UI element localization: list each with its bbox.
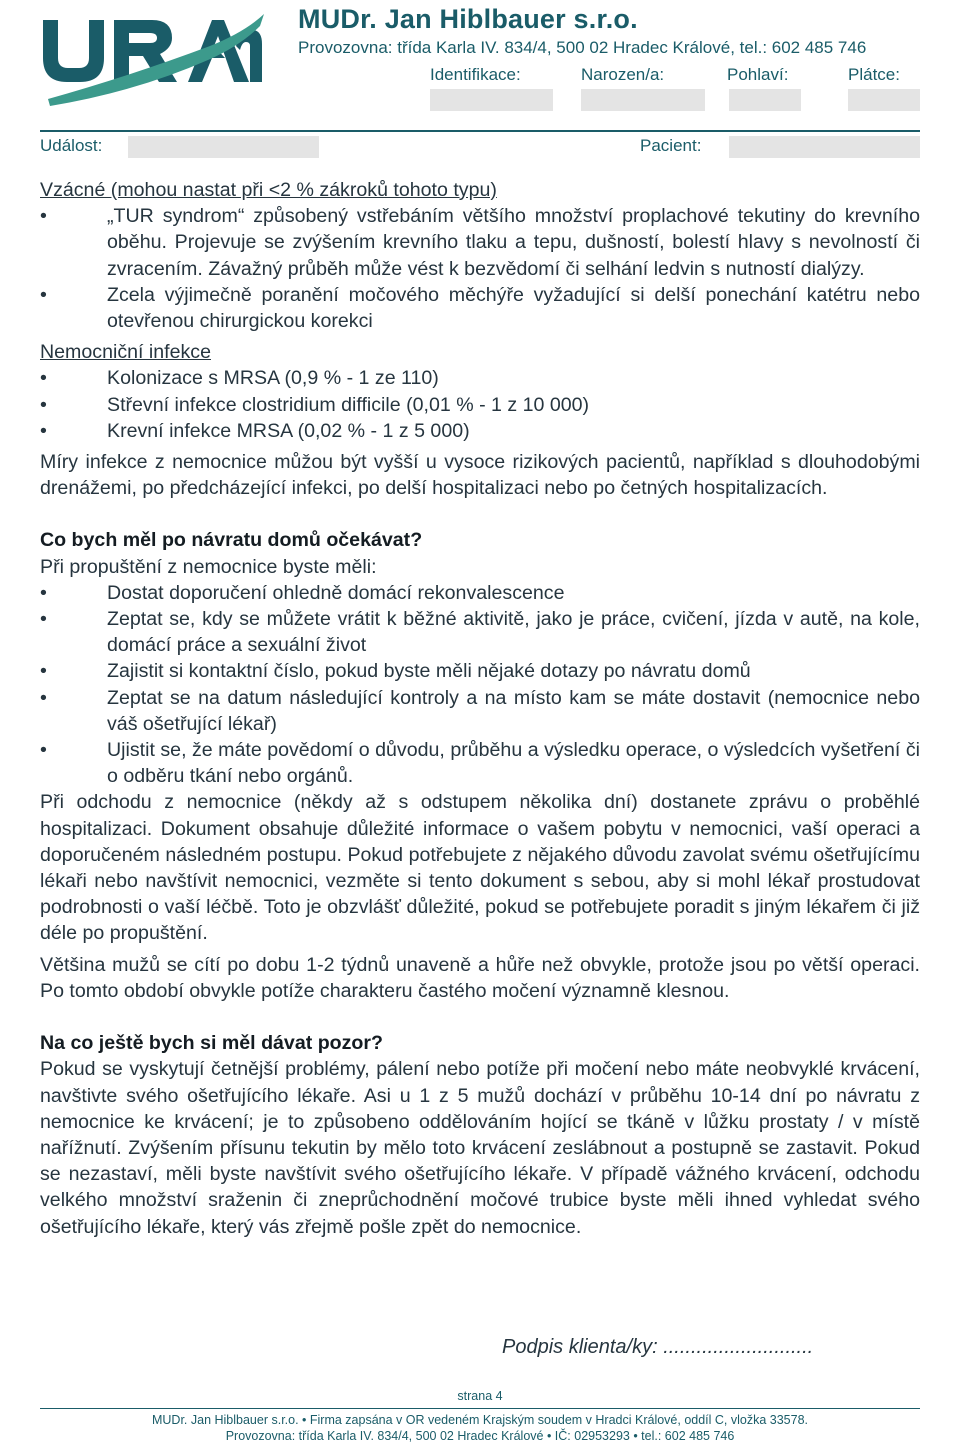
list-item: • „TUR syndrom“ způsobený vstřebáním většího množství proplachové tekutiny do krevního oběhu. Projevuje se zvýšením krevního tlaku a tepu, dušností, bolestí hlavy s nevolností či zvracením. Závažný průběh může vést k bezvědomí či selhání ledvin s nutností dialýzy. — [40, 205, 920, 280]
bullet-icon: • — [40, 283, 47, 306]
platce-field[interactable] — [848, 89, 920, 111]
hospital-infection-heading: Nemocniční infekce — [40, 341, 211, 364]
list-item: • Zcela výjimečně poranění močového měchýře vyžadující si delší ponechání katétru nebo otevřenou chirurgickou korekci — [40, 283, 920, 333]
bullet-icon: • — [40, 419, 47, 442]
pacient-field[interactable] — [729, 136, 920, 158]
warning-paragraph: Pokud se vyskytují četnější problémy, pálení nebo potíže při močení nebo máte neobvyklé krvácení, navštivte svého ošetřujícího lékaře. Asi u 1 z 5 mužů dochází v průběhu 10-14 dní po návratu z nemocnice ke krvácení; je to způsobeno oddělováním hojící se tkáně v lůžku prostaty / v místě nařížnutí. Zvýšením přísunu tekutin by mělo toto krvácení zeslábnout a postupně se zastavit. Pokud se nezastaví, měli byste navštívit svého ošetřujícího lékaře. V případě vážného krvácení, odchodu velkého množství sraženin či zneprůchodnění močové trubice byste měli ihned vyhledat svého ošetřujícího lékaře, který vás zřejmě pošle zpět do nemocnice. — [40, 1058, 920, 1238]
list-item: • Střevní infekce clostridium difficile (0,01 % - 1 z 10 000) — [40, 392, 920, 418]
footer-divider — [40, 1408, 920, 1409]
recovery-paragraph: Většina mužů se cítí po dobu 1-2 týdnů unaveně a hůře než obvykle, protože jsou po větší operaci. Po tomto období obvykle potíže charakteru častého močení významně klesnou. — [40, 953, 920, 1002]
bullet-icon: • — [40, 686, 47, 709]
bullet-icon: • — [40, 393, 47, 416]
list-item: • Zajistit si kontaktní číslo, pokud byste měli nějaké dotazy po návratu domů — [40, 658, 920, 684]
uran-logo-icon — [40, 6, 265, 112]
list-item: • Ujistit se, že máte povědomí o důvodu, průběhu a výsledku operace, o výsledcích vyšetření či o odběru tkání nebo orgánů. — [40, 739, 920, 788]
udalost-label: Událost: — [40, 136, 103, 155]
list-item: • Zeptat se na datum následující kontroly a na místo kam se máte dostavit (nemocnice nebo váš ošetřující lékař) — [40, 686, 920, 735]
discharge-list — [40, 580, 920, 790]
clinic-address: Provozovna: třída Karla IV. 834/4, 500 02 Hradec Králové, tel.: 602 485 746 — [298, 38, 867, 57]
identifikace-label: Identifikace: — [430, 65, 521, 84]
page-number: strana 4 — [457, 1389, 503, 1403]
discharge-report-paragraph: Při odchodu z nemocnice (někdy až s odstupem několika dní) dostanete zprávu o proběhlé hospitalizaci. Dokument obsahuje důležité informace o vašem pobytu v nemocnici, vaší operaci a doporučeném následném postupu. Pokud potřebujete z nějakého důvodu zavolat svému ošetřujícímu lékaři nebo navštívit nemocnici, vezměte si tento dokument s sebou, aby si mohl lékař prostudovat podrobnosti o vaší léčbě. Toto je obzvlášť důležité, pokud se potřebujete poradit s jiným lékařem či již déle po propuštění. — [40, 791, 920, 945]
list-item: • Krevní infekce MRSA (0,02 % - 1 z 5 000) — [40, 418, 920, 444]
list-item: • Zeptat se, kdy se můžete vrátit k běžné aktivitě, jako je práce, cvičení, jízda v autě, na kole, domácí práce a sexuální život — [40, 608, 920, 657]
rare-complications-list — [40, 203, 920, 334]
warning-heading: Na co ještě bych si měl dávat pozor? — [40, 1032, 383, 1055]
discharge-intro: Při propuštění z nemocnice byste měli: — [40, 555, 377, 578]
udalost-field[interactable] — [128, 136, 319, 158]
rare-complications-heading: Vzácné (mohou nastat při <2 % zákroků tohoto typu) — [40, 179, 497, 201]
bullet-icon: • — [40, 205, 47, 228]
pohlavi-label: Pohlaví: — [727, 65, 789, 84]
return-home-heading: Co bych měl po návratu domů očekávat? — [40, 529, 423, 552]
document-body — [40, 177, 920, 1240]
client-signature-line: Podpis klienta/ky: ........................... — [502, 1336, 814, 1358]
hospital-infection-list — [40, 365, 920, 444]
bullet-icon: • — [40, 608, 47, 631]
platce-label: Plátce: — [848, 65, 900, 84]
pacient-label: Pacient: — [640, 136, 702, 155]
narozen-field[interactable] — [581, 89, 705, 111]
footer-company-line: MUDr. Jan Hiblbauer s.r.o. • Firma zapsána v OR vedeném Krajským soudem v Hradci Králové, oddíl C, vložka 33578. — [151, 1413, 809, 1427]
footer-address-line: Provozovna: třída Karla IV. 834/4, 500 02 Hradec Králové • IČ: 02953293 • tel.: 602 485 746 — [225, 1429, 735, 1443]
identifikace-field[interactable] — [430, 89, 553, 111]
header-divider — [40, 130, 920, 132]
bullet-icon: • — [40, 739, 47, 762]
infection-paragraph: Míry infekce z nemocnice můžou být vyšší u vysoce rizikových pacientů, například s dlouhodobými drenážemi, po předcházející infekci, po delší hospitalizaci nebo po četných hospitalizacích. — [40, 451, 920, 500]
list-item: • Dostat doporučení ohledně domácí rekonvalescence — [40, 580, 920, 606]
bullet-icon: • — [40, 367, 47, 390]
narozen-label: Narozen/a: — [581, 65, 665, 84]
clinic-name: MUDr. Jan Hiblbauer s.r.o. — [298, 4, 638, 34]
bullet-icon: • — [40, 581, 47, 604]
bullet-icon: • — [40, 660, 47, 683]
list-item: • Kolonizace s MRSA (0,9 % - 1 ze 110) — [40, 365, 920, 391]
pohlavi-field[interactable] — [729, 89, 801, 111]
